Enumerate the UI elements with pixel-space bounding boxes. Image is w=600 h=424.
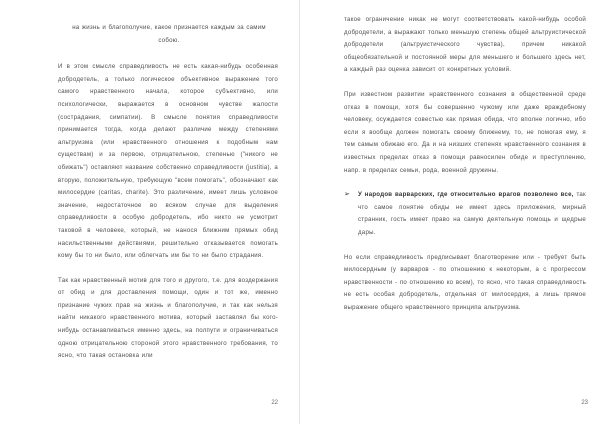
paragraph: на жизнь и благополучие, какое признается каждым за самим собою. (72, 24, 266, 44)
bullet-text (358, 189, 586, 239)
page-number: 22 (271, 400, 278, 406)
paragraph: такое ограничение никак не могут соответствовать какой-нибудь особой добродетели, а выражают только меньшую степень общей альтруистической добродетели (альтруистического чувства), причем никакой общеобязательной и постоянной меры для меньшего и большего здесь нет, а каждый раз оценка зависит от конкретных условий. (344, 16, 586, 74)
bullet-bold-text: У народов варварских, где относительно врагов позволено все, (358, 191, 574, 199)
arrow-bullet-icon: ➢ (344, 191, 350, 199)
paragraph: При известном развитии нравственного сознания в общественной среде отказ в помощи, хотя бы совершенно чужому или даже враждебному человеку, осуждается совестью как прямая обида, что вполне логично, ибо если я вообще должен помогать своему ближнему, то, не помогая ему, я тем самым обижаю его. Да и на низших степенях нравственного сознания в известных пределах отказ в помощи равносилен обиде и преступлению, напр. в пределах семьи, рода, военной дружины. (344, 90, 586, 174)
bullet-item (344, 189, 586, 239)
bullet-rest-text: так что самое понятие обиды не имеет здесь приложения, мирный странник, гость имеет право на самую деятельную помощь и щедрые дары. (358, 191, 586, 236)
paragraph: И в этом смысле справедливость не есть какая-нибудь особенная добродетель, а только логическое объективное выражение того самого нравственного начала, которое субъективно, или психологически, выражается в основном чувстве жалости (сострадания, симпатии). В смысле понятия справедливости принимается тогда, когда делают различие между степенями альтруизма (или нравственного отношения к подобным нам существам) и за первою, отрицательною, степенью ("никого не обижать") оставляют название собственно справедливости (justitia), а вторую, положительную, требующую "всем помогать", обозначают как милосердие (caritas, charite). Это различение, имеет лишь условное значение, недостаточное во всяком случае для выделения справедливости в особую добродетель, ибо никто не усмотрит таковой в человеке, который, не нанося ближним прямых обид насильственными действиями, решительно отказывается помогать кому бы то ни было, или облегчать им бы то ни было страдания. (58, 63, 278, 260)
paragraph: Так как нравственный мотив для того и другого, т.е. для воздержания от обид и для доставления помощи, один и тот же, именно признание чужих прав на жизнь и благополучие, и так как нельзя найти никакого нравственного мотива, который заставлял бы кого-нибудь останавливаться именно здесь, на полпути и ограничиваться одною отрицательною стороной этого нравственного требования, то ясно, что такая остановка или (58, 276, 278, 360)
page-number: 23 (581, 400, 588, 406)
right-page (300, 0, 600, 424)
paragraph: Но если справедливость предписывает благотворение или - требует быть милосердным (у варваров - по отношению к некоторым, а с прогрессом нравственности - по отношению ко всем), то ясно, что такая справедливость не есть особая добродетель, отдельная от милосердия, а лишь прямое выражение общего нравственного принципа альтруизма. (344, 253, 586, 311)
